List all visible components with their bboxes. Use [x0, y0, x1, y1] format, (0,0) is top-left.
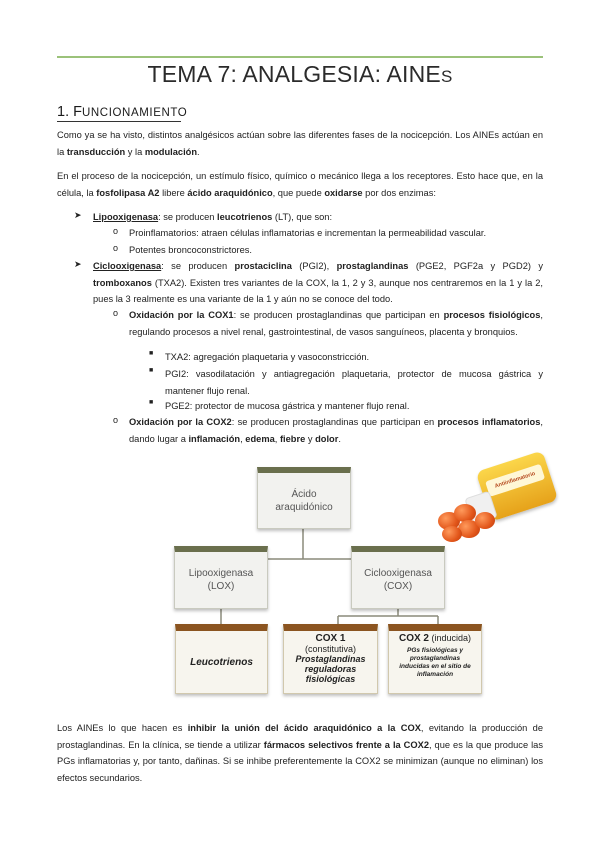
- ciclo-item: Ciclooxigenasa: se producen prostaciclina (PGI2), prostaglandinas (PGE2, PGF2a y PGD2) y tromboxanos (TXA2). Existen tres variantes de la COX, la 1, 2 y 3, aunque nos centraremos en la 1 y la 2, pues la 3 realmente es una variante de la 1 y aún no se conoce del todo.: [93, 261, 543, 304]
- square-bullet-icon: ■: [149, 367, 154, 374]
- cox1-subitem: PGE2: protector de mucosa gástrica y mantener flujo renal.: [165, 401, 410, 411]
- lipo-sub-1: Proinflamatorios: atraen células inflamatorias e incrementan la permeabilidad vascular.: [129, 228, 487, 238]
- pill-bottle-image: Antiinflamatorio: [476, 450, 559, 521]
- node-cox1: COX 1 (constitutiva) Prostaglandinas reguladoras fisiológicas: [283, 624, 378, 694]
- aines-paragraph: Los AINEs lo que hacen es inhibir la unión del ácido araquidónico a la COX, evitando la producción de prostaglandinas. En la clínica, se tiende a utilizar fármacos selectivos frente a la COX2, que es la que produce las PGs inflamatorias y, por tanto, dañinas. Si se inhibe preferentemente la COX2 se minimizan (aunque no eliminan) los efectos secundarios.: [57, 723, 544, 783]
- node-acido-araquidonico: Ácido araquidónico: [257, 467, 351, 529]
- circle-bullet-icon: o: [113, 415, 119, 425]
- header-rule: [57, 56, 543, 58]
- node-ciclooxigenasa: Ciclooxigenasa (COX): [351, 546, 445, 609]
- arrow-bullet-icon: ➤: [74, 210, 82, 220]
- intro-paragraph: Como ya se ha visto, distintos analgésicos actúan sobre las diferentes fases de la nocicepción. Los AINEs actúan en la transducción y la modulación.: [57, 130, 543, 157]
- lipo-sub-2: Potentes broncoconstrictores.: [129, 245, 252, 255]
- circle-bullet-icon: o: [113, 308, 119, 318]
- lipo-item: Lipooxigenasa: se producen leucotrienos (LT), que son:: [93, 212, 333, 222]
- section-underline: [57, 121, 181, 122]
- pill-image: [442, 526, 462, 542]
- cox1-item: Oxidación por la COX1: se producen prostaglandinas que participan en procesos fisiológicos, regulando procesos a nivel renal, gastrointestinal, de vasos sanguíneos, placenta y bronquios.: [129, 310, 544, 337]
- square-bullet-icon: ■: [149, 399, 154, 406]
- circle-bullet-icon: o: [113, 243, 119, 253]
- square-bullet-icon: ■: [149, 350, 154, 357]
- cox1-subitem: PGI2: vasodilatación y antiagregación plaquetaria, protector de mucosa gástrica y mantener flujo renal.: [165, 369, 543, 396]
- section-heading: 1. FUNCIONAMIENTO: [57, 104, 188, 120]
- page-title: TEMA 7: ANALGESIA: AINES: [147, 61, 453, 87]
- node-leucotrienos: Leucotrienos: [175, 624, 268, 694]
- arachidonic-diagram: [0, 456, 600, 704]
- node-lipooxigenasa: Lipooxigenasa (LOX): [174, 546, 268, 609]
- arrow-bullet-icon: ➤: [74, 259, 82, 269]
- nociception-paragraph: En el proceso de la nocicepción, un estímulo físico, químico o mecánico llega a los receptores. Esto hace que, en la célula, la fosfolipasa A2 libere ácido araquidónico, que puede oxidarse por dos enzimas:: [57, 171, 543, 198]
- cox2-item: Oxidación por la COX2: se producen prostaglandinas que participan en procesos inflamatorios, dando lugar a inflamación, edema, fiebre y dolor.: [129, 417, 543, 444]
- circle-bullet-icon: o: [113, 226, 119, 236]
- pill-image: [475, 512, 495, 529]
- pill-image: [454, 504, 476, 522]
- node-cox2: COX 2 (inducida) PGs fisiológicas y prostaglandinas inducidas en el sitio de inflamación: [388, 624, 482, 694]
- cox1-subitem: TXA2: agregación plaquetaria y vasoconstricción.: [165, 352, 370, 362]
